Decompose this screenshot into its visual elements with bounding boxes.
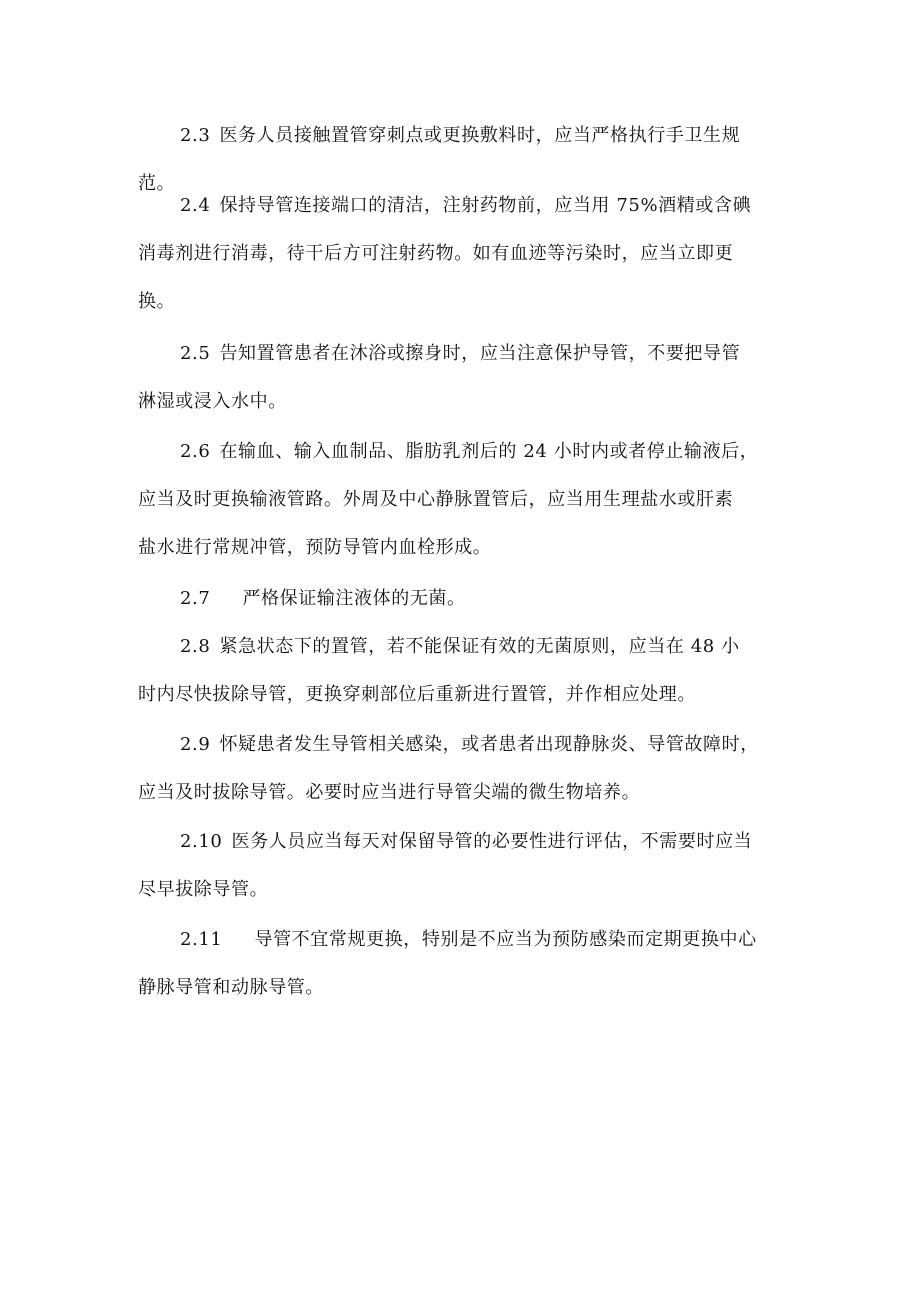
paragraph-2-7	[138, 575, 788, 623]
paragraph-line: 换。	[138, 291, 176, 312]
paragraph-line: 尽早拔除导管。	[138, 879, 269, 900]
paragraph-2-6	[138, 428, 788, 572]
paragraph-line: 严格保证输注液体的无菌。	[242, 588, 466, 609]
paragraph-line: 告知置管患者在沐浴或擦身时，应当注意保护导管，不要把导管	[219, 343, 741, 364]
paragraph-2-9	[138, 721, 788, 817]
paragraph-line: 消毒剂进行消毒，待干后方可注射药物。如有血迹等污染时，应当立即更	[138, 243, 734, 264]
paragraph-line: 紧急状态下的置管，若不能保证有效的无菌原则，应当在 48 小	[219, 636, 740, 657]
paragraph-line: 静脉导管和动脉导管。	[138, 977, 324, 998]
paragraph-number: 2.7	[180, 588, 211, 609]
paragraph-line: 时内尽快拔除导管，更换穿刺部位后重新进行置管，并作相应处理。	[138, 684, 696, 705]
paragraph-number: 2.11	[180, 929, 223, 950]
paragraph-number: 2.6	[180, 441, 211, 462]
paragraph-line: 导管不宜常规更换，特别是不应当为预防感染而定期更换中心	[254, 929, 757, 950]
paragraph-2-5	[138, 330, 788, 426]
paragraph-2-10	[138, 818, 788, 914]
paragraph-number: 2.3	[180, 125, 211, 146]
paragraph-2-11	[138, 916, 788, 1012]
paragraph-line: 应当及时更换输液管路。外周及中心静脉置管后，应当用生理盐水或肝素	[138, 489, 734, 510]
paragraph-line: 医务人员应当每天对保留导管的必要性进行评估，不需要时应当	[231, 831, 753, 852]
paragraph-line: 盐水进行常规冲管，预防导管内血栓形成。	[138, 537, 492, 558]
paragraph-2-4	[138, 182, 788, 326]
paragraph-line: 怀疑患者发生导管相关感染，或者患者出现静脉炎、导管故障时，	[219, 734, 759, 755]
paragraph-number: 2.5	[180, 343, 211, 364]
paragraph-line: 淋湿或浸入水中。	[138, 391, 287, 412]
paragraph-line: 医务人员接触置管穿刺点或更换敷料时，应当严格执行手卫生规	[219, 125, 741, 146]
paragraph-line: 范。	[138, 173, 176, 194]
paragraph-number: 2.8	[180, 636, 211, 657]
paragraph-line: 在输血、输入血制品、脂肪乳剂后的 24 小时内或者停止输液后，	[219, 441, 759, 462]
paragraph-2-8	[138, 623, 788, 719]
paragraph-number: 2.9	[180, 734, 211, 755]
paragraph-line: 保持导管连接端口的清洁，注射药物前，应当用 75%酒精或含碘	[219, 195, 752, 216]
paragraph-number: 2.10	[180, 831, 223, 852]
paragraph-line: 应当及时拔除导管。必要时应当进行导管尖端的微生物培养。	[138, 782, 641, 803]
paragraph-number: 2.4	[180, 195, 211, 216]
